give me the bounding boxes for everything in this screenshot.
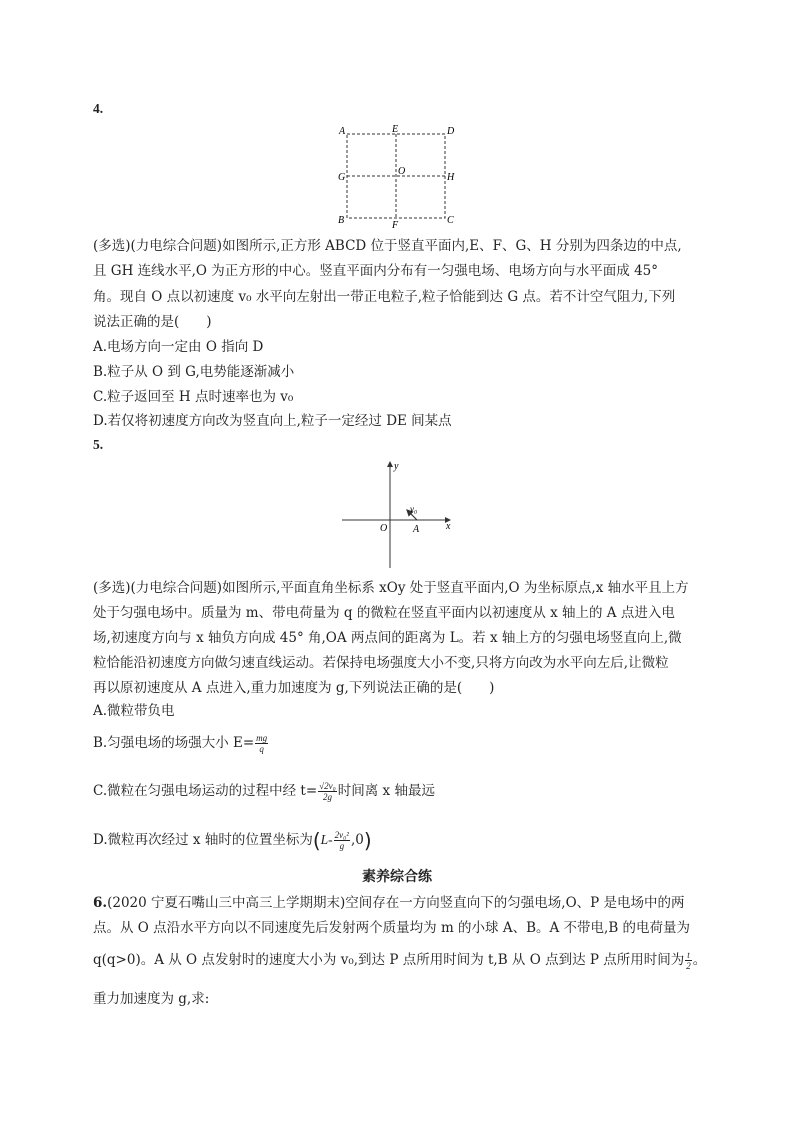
frac-denominator: g: [339, 841, 345, 851]
q4-stem-line-1: (多选)(力电综合问题)如图所示,正方形 ABCD 位于竖直平面内,E、F、G、H 分别为四条边的中点,: [93, 238, 682, 254]
q4-option-a: A.电场方向一定由 O 指向 D: [93, 339, 264, 355]
q4-stem-line-4: 说法正确的是( ): [93, 314, 212, 330]
q6-line-4: 重力加速度为 g,求:: [93, 991, 210, 1007]
q6-line-1: [93, 893, 685, 913]
q6-line-3-fraction: [685, 950, 692, 971]
q6-line-2: 点。从 O 点沿水平方向以不同速度先后发射两个质量均为 m 的小球 A、B。A 不带电,B 的电荷量为: [93, 920, 691, 936]
q5-option-c-fraction: [318, 781, 337, 802]
q4-stem-line-3: 角。现自 O 点以初速度 v₀ 水平向左射出一带正电粒子,粒子恰能到达 G 点。若不计空气阻力,下列: [93, 289, 676, 305]
frac-denominator: 2g: [322, 792, 332, 802]
label-v0: v₀: [410, 504, 418, 514]
label-A: A: [339, 126, 346, 137]
frac-numerator: mg: [256, 733, 268, 743]
q5-stem-line-5: 再以原初速度从 A 点进入,重力加速度为 g,下列说法正确的是( ): [93, 680, 495, 696]
q6-line-1-text: (2020 宁夏石嘴山三中高三上学期期末)空间存在一方向竖直向下的匀强电场,O、P 是电场中的两: [107, 895, 685, 911]
q5-option-c-post: 时间离 x 轴最远: [337, 783, 435, 799]
label-E: E: [392, 124, 399, 135]
q5-option-d-L: L-: [320, 832, 333, 847]
label-C: C: [447, 215, 454, 226]
q4-stem-line-2: 且 GH 连线水平,O 为正方形的中心。竖直平面内分布有一匀强电场、电场方向与水平面成 45°: [93, 263, 659, 279]
section-title: 素养综合练: [362, 869, 432, 885]
frac-numerator: 2v₀²: [334, 830, 349, 840]
frac-numerator: t: [687, 950, 690, 960]
label-x: x: [446, 521, 451, 532]
question-5-number: 5.: [93, 437, 104, 452]
q5-stem-line-3: 场,初速度方向与 x 轴负方向成 45° 角,OA 两点间的距离为 L。若 x 轴上方的匀强电场竖直向上,微: [93, 630, 682, 646]
label-B: B: [338, 215, 345, 226]
label-H: H: [447, 172, 455, 183]
q6-line-3-pre: q(q>0)。A 从 O 点发射时的速度大小为 v₀,到达 P 点所用时间为 t,B 从 O 点到达 P 点所用时间为: [93, 952, 685, 968]
q6-line-3: [93, 950, 706, 971]
q5-option-b-text: B.匀强电场的场强大小 E=: [93, 735, 255, 751]
q5-option-d-post: ,0: [351, 832, 364, 848]
q5-stem-line-1: (多选)(力电综合问题)如图所示,平面直角坐标系 xOy 处于竖直平面内,O 为坐标原点,x 轴水平且上方: [93, 580, 689, 596]
label-D: D: [447, 126, 455, 137]
q5-option-b-fraction: [255, 733, 268, 754]
label-y: y: [394, 461, 399, 472]
q6-line-3-post: 。: [692, 952, 707, 968]
q4-option-c: C.粒子返回至 H 点时速率也为 v₀: [93, 389, 294, 405]
q4-option-d: D.若仅将初速度方向改为竖直向上,粒子一定经过 DE 间某点: [93, 413, 452, 429]
question-4-number: 4.: [93, 101, 104, 116]
frac-denominator: q: [259, 744, 264, 754]
label-F: F: [392, 220, 399, 228]
q5-option-d-fraction: [334, 830, 350, 851]
q4-option-b: B.粒子从 O 到 G,电势能逐渐减小: [93, 364, 295, 380]
q5-option-d: D.微粒再次经过 x 轴时的位置坐标为(L- $\frac{\text{2v₀²}}{g}$ ,0): [93, 828, 372, 853]
label-O: O: [398, 166, 406, 177]
q5-option-c: [93, 781, 435, 802]
q5-option-c-pre: C.微粒在匀强电场运动的过程中经 t=: [93, 783, 318, 799]
frac-numerator: √2v₀: [319, 781, 336, 791]
square-abcd-figure: [335, 122, 465, 228]
frac-denominator: 2: [686, 961, 691, 971]
question-6-number: 6.: [93, 895, 108, 911]
label-A-point: A: [413, 524, 420, 535]
q5-stem-line-4: 粒恰能沿初速度方向做匀速直线运动。若保持电场强度大小不变,只将方向改为水平向左后,让微粒: [93, 655, 669, 671]
q5-stem-line-2: 处于匀强电场中。质量为 m、带电荷量为 q 的微粒在竖直平面内以初速度从 x 轴上的 A 点进入电: [93, 605, 675, 621]
q5-option-b: [93, 733, 269, 754]
label-O-origin: O: [380, 523, 388, 534]
label-G: G: [338, 172, 346, 183]
coordinate-axes-figure: [338, 456, 460, 572]
q5-option-a: A.微粒带负电: [93, 703, 175, 719]
q5-option-d-pre: D.微粒再次经过 x 轴时的位置坐标为: [93, 832, 313, 848]
